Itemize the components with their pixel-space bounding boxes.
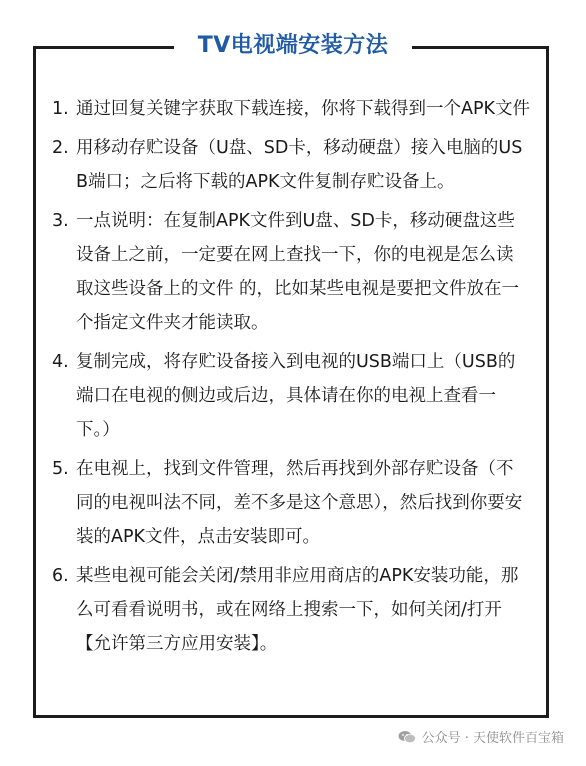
list-item bbox=[52, 92, 530, 126]
item-number: 6. bbox=[52, 566, 69, 586]
item-text: 复制完成，将存贮设备接入到电视的USB端口上（USB的端口在电视的侧边或后边，具体请在你的电视上查看一下。） bbox=[76, 352, 516, 440]
item-text: 某些电视可能会关闭/禁用非应用商店的APK安装功能，那么可看看说明书，或在网络上搜索一下，如何关闭/打开【允许第三方应用安装】。 bbox=[76, 566, 519, 654]
watermark-text: 公众号 · 天使软件百宝箱 bbox=[421, 731, 564, 746]
item-text: 在电视上，找到文件管理，然后再找到外部存贮设备（不同的电视叫法不同，差不多是这个意思），然后找到你要安装的APK文件，点击安装即可。 bbox=[76, 459, 523, 547]
item-number: 2. bbox=[52, 138, 69, 158]
list-item bbox=[52, 131, 530, 199]
instruction-list bbox=[52, 92, 530, 666]
list-item bbox=[52, 204, 530, 340]
watermark bbox=[398, 727, 564, 746]
list-item bbox=[52, 559, 530, 661]
item-number: 1. bbox=[52, 99, 69, 119]
item-number: 3. bbox=[52, 211, 69, 231]
item-text: 通过回复关键字获取下载连接，你将下载得到一个APK文件 bbox=[76, 99, 530, 119]
wechat-icon bbox=[398, 730, 416, 744]
page-title: TV电视端安装方法 bbox=[174, 28, 413, 64]
item-text: 用移动存贮设备（U盘、SD卡，移动硬盘）接入电脑的USB端口；之后将下载的APK文件复制存贮设备上。 bbox=[76, 138, 523, 192]
list-item bbox=[52, 452, 530, 554]
item-number: 5. bbox=[52, 459, 69, 479]
item-text: 一点说明：在复制APK文件到U盘、SD卡，移动硬盘这些设备上之前，一定要在网上查找一下，你的电视是怎么读取这些设备上的文件 的，比如某些电视是要把文件放在一个指定文件夹才能读取。 bbox=[76, 211, 520, 333]
list-item bbox=[52, 345, 530, 447]
title-wrap bbox=[0, 28, 586, 64]
item-number: 4. bbox=[52, 352, 69, 372]
